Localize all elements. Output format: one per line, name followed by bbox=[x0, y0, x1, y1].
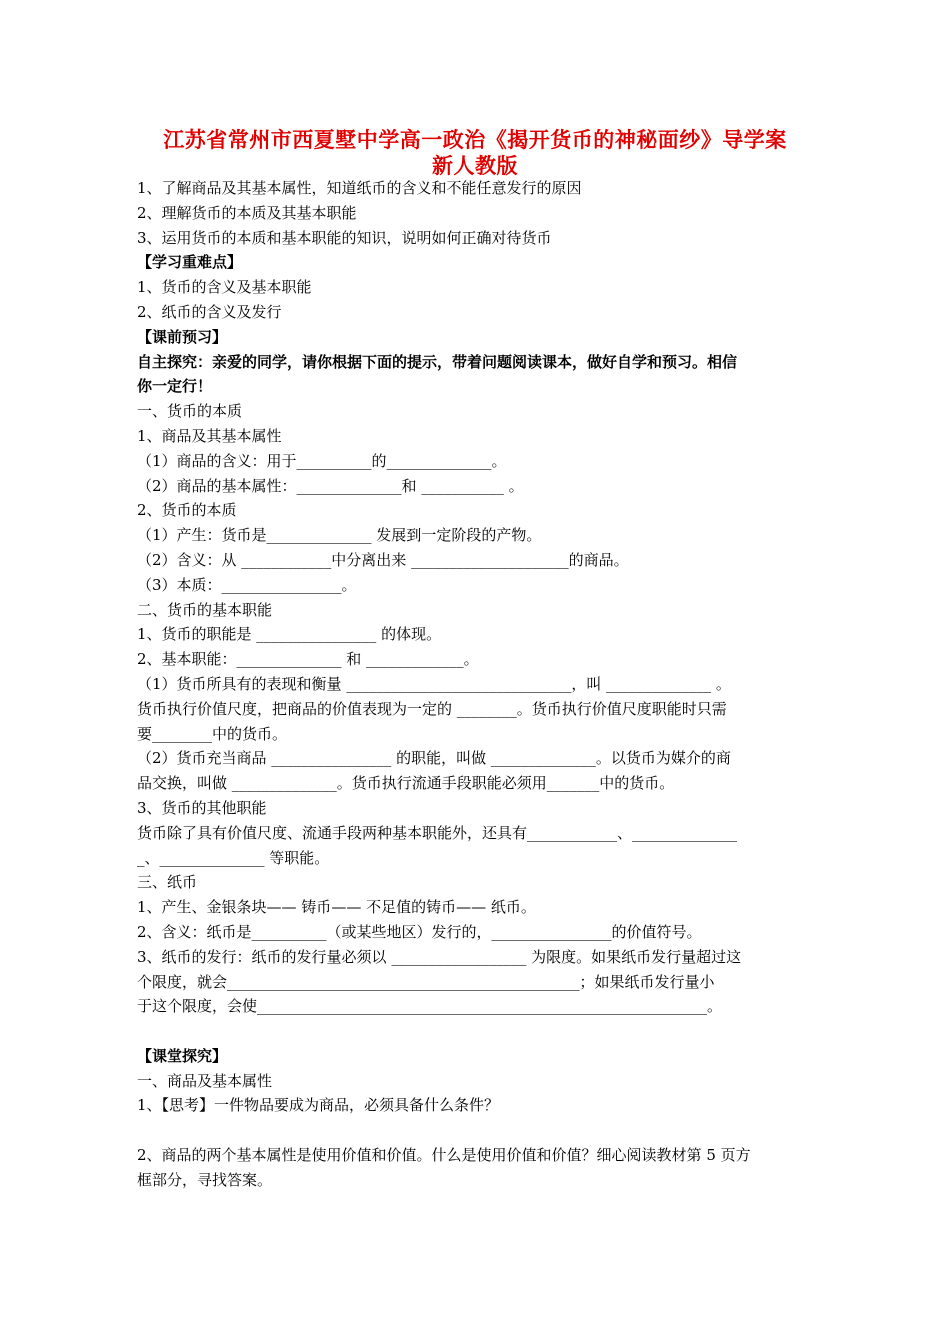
fill-other-functions-cont: _、______________ 等职能。 bbox=[137, 848, 330, 867]
question-2-cont: 框部分，寻找答案。 bbox=[137, 1170, 273, 1189]
section-heading-preview: 【课前预习】 bbox=[137, 327, 228, 346]
fill-function-embodiment: 1、货币的职能是 ________________ 的体现。 bbox=[137, 625, 442, 644]
fill-value-measure: （1）货币所具有的表现和衡量 ______________________________，叫 ______________ 。 bbox=[137, 674, 731, 693]
objective-2: 2、理解货币的本质及其基本职能 bbox=[137, 203, 357, 222]
fill-circulation-cont: 品交换，叫做 ______________。货币执行流通手段职能必须用_______中的货币。 bbox=[137, 774, 675, 793]
heading-commodity: 1、商品及其基本属性 bbox=[137, 426, 282, 445]
fill-circulation: （2）货币充当商品 ________________ 的职能，叫做 ______________。以货币为媒介的商 bbox=[137, 749, 731, 768]
key-point-2: 2、纸币的含义及发行 bbox=[137, 302, 282, 321]
key-point-1: 1、货币的含义及基本职能 bbox=[137, 278, 312, 297]
fill-other-functions: 货币除了具有价值尺度、流通手段两种基本职能外，还具有____________、______________ bbox=[137, 823, 738, 842]
fill-paper-money-issue-end: 于这个限度，会使____________________________________________________________。 bbox=[137, 997, 723, 1016]
section-heading-class-inquiry: 【课堂探究】 bbox=[137, 1046, 228, 1065]
fill-commodity-meaning: （1）商品的含义：用于__________的______________。 bbox=[137, 451, 507, 470]
fill-paper-money-meaning: 2、含义：纸币是__________（或某些地区）发行的，________________的价值符号。 bbox=[137, 922, 702, 941]
objective-1: 1、了解商品及其基本属性，知道纸币的含义和不能任意发行的原因 bbox=[137, 179, 582, 197]
heading-money-nature: 2、货币的本质 bbox=[137, 501, 237, 520]
fill-paper-money-issue-cont: 个限度，就会_______________________________________________；如果纸币发行量小 bbox=[137, 972, 715, 991]
blank-line bbox=[137, 1118, 817, 1143]
objective-3: 3、运用货币的本质和基本职能的知识，说明如何正确对待货币 bbox=[137, 228, 552, 247]
self-study-intro-cont: 你一定行！ bbox=[137, 377, 213, 396]
question-2: 2、商品的两个基本属性是使用价值和价值。什么是使用价值和价值？细心阅读教材第 5 页方 bbox=[137, 1146, 751, 1165]
heading-other-functions: 3、货币的其他职能 bbox=[137, 798, 267, 817]
heading-paper-money: 三、纸币 bbox=[137, 873, 198, 892]
paper-money-origin: 1、产生、金银条块—— 铸币—— 不足值的铸币—— 纸币。 bbox=[137, 898, 536, 917]
fill-money-essence: （3）本质：________________。 bbox=[137, 575, 357, 594]
document-title-line1: 江苏省常州市西夏墅中学高一政治《揭开货币的神秘面纱》导学案 bbox=[163, 128, 787, 152]
question-1: 1、【思考】一件物品要成为商品，必须具备什么条件？ bbox=[137, 1096, 500, 1115]
fill-basic-functions: 2、基本职能：______________ 和 _____________。 bbox=[137, 650, 479, 669]
document-title-line2: 新人教版 bbox=[432, 154, 518, 178]
fill-money-meaning: （2）含义：从 ____________中分离出来 _____________________的商品。 bbox=[137, 550, 629, 569]
self-study-intro: 自主探究：亲爱的同学，请你根据下面的提示，带着问题阅读课本，做好自学和预习。相信 bbox=[137, 352, 738, 371]
fill-value-measure-cont: 货币执行价值尺度，把商品的价值表现为一定的 ________。货币执行价值尺度职能时只需 bbox=[137, 699, 727, 718]
heading-money-functions: 二、货币的基本职能 bbox=[137, 600, 273, 619]
blank-line bbox=[137, 1019, 817, 1044]
heading-money-essence: 一、货币的本质 bbox=[137, 402, 243, 421]
fill-money-origin: （1）产生：货币是______________ 发展到一定阶段的产物。 bbox=[137, 526, 542, 545]
fill-paper-money-issue: 3、纸币的发行：纸币的发行量必须以 __________________ 为限度。如果纸币发行量超过这 bbox=[137, 947, 742, 966]
heading-commodity-attributes: 一、商品及基本属性 bbox=[137, 1071, 273, 1090]
fill-commodity-attributes: （2）商品的基本属性：______________和 ___________ 。 bbox=[137, 476, 524, 495]
document-body bbox=[137, 176, 817, 1193]
fill-value-measure-end: 要________中的货币。 bbox=[137, 724, 288, 743]
section-heading-key-points: 【学习重难点】 bbox=[137, 253, 243, 272]
